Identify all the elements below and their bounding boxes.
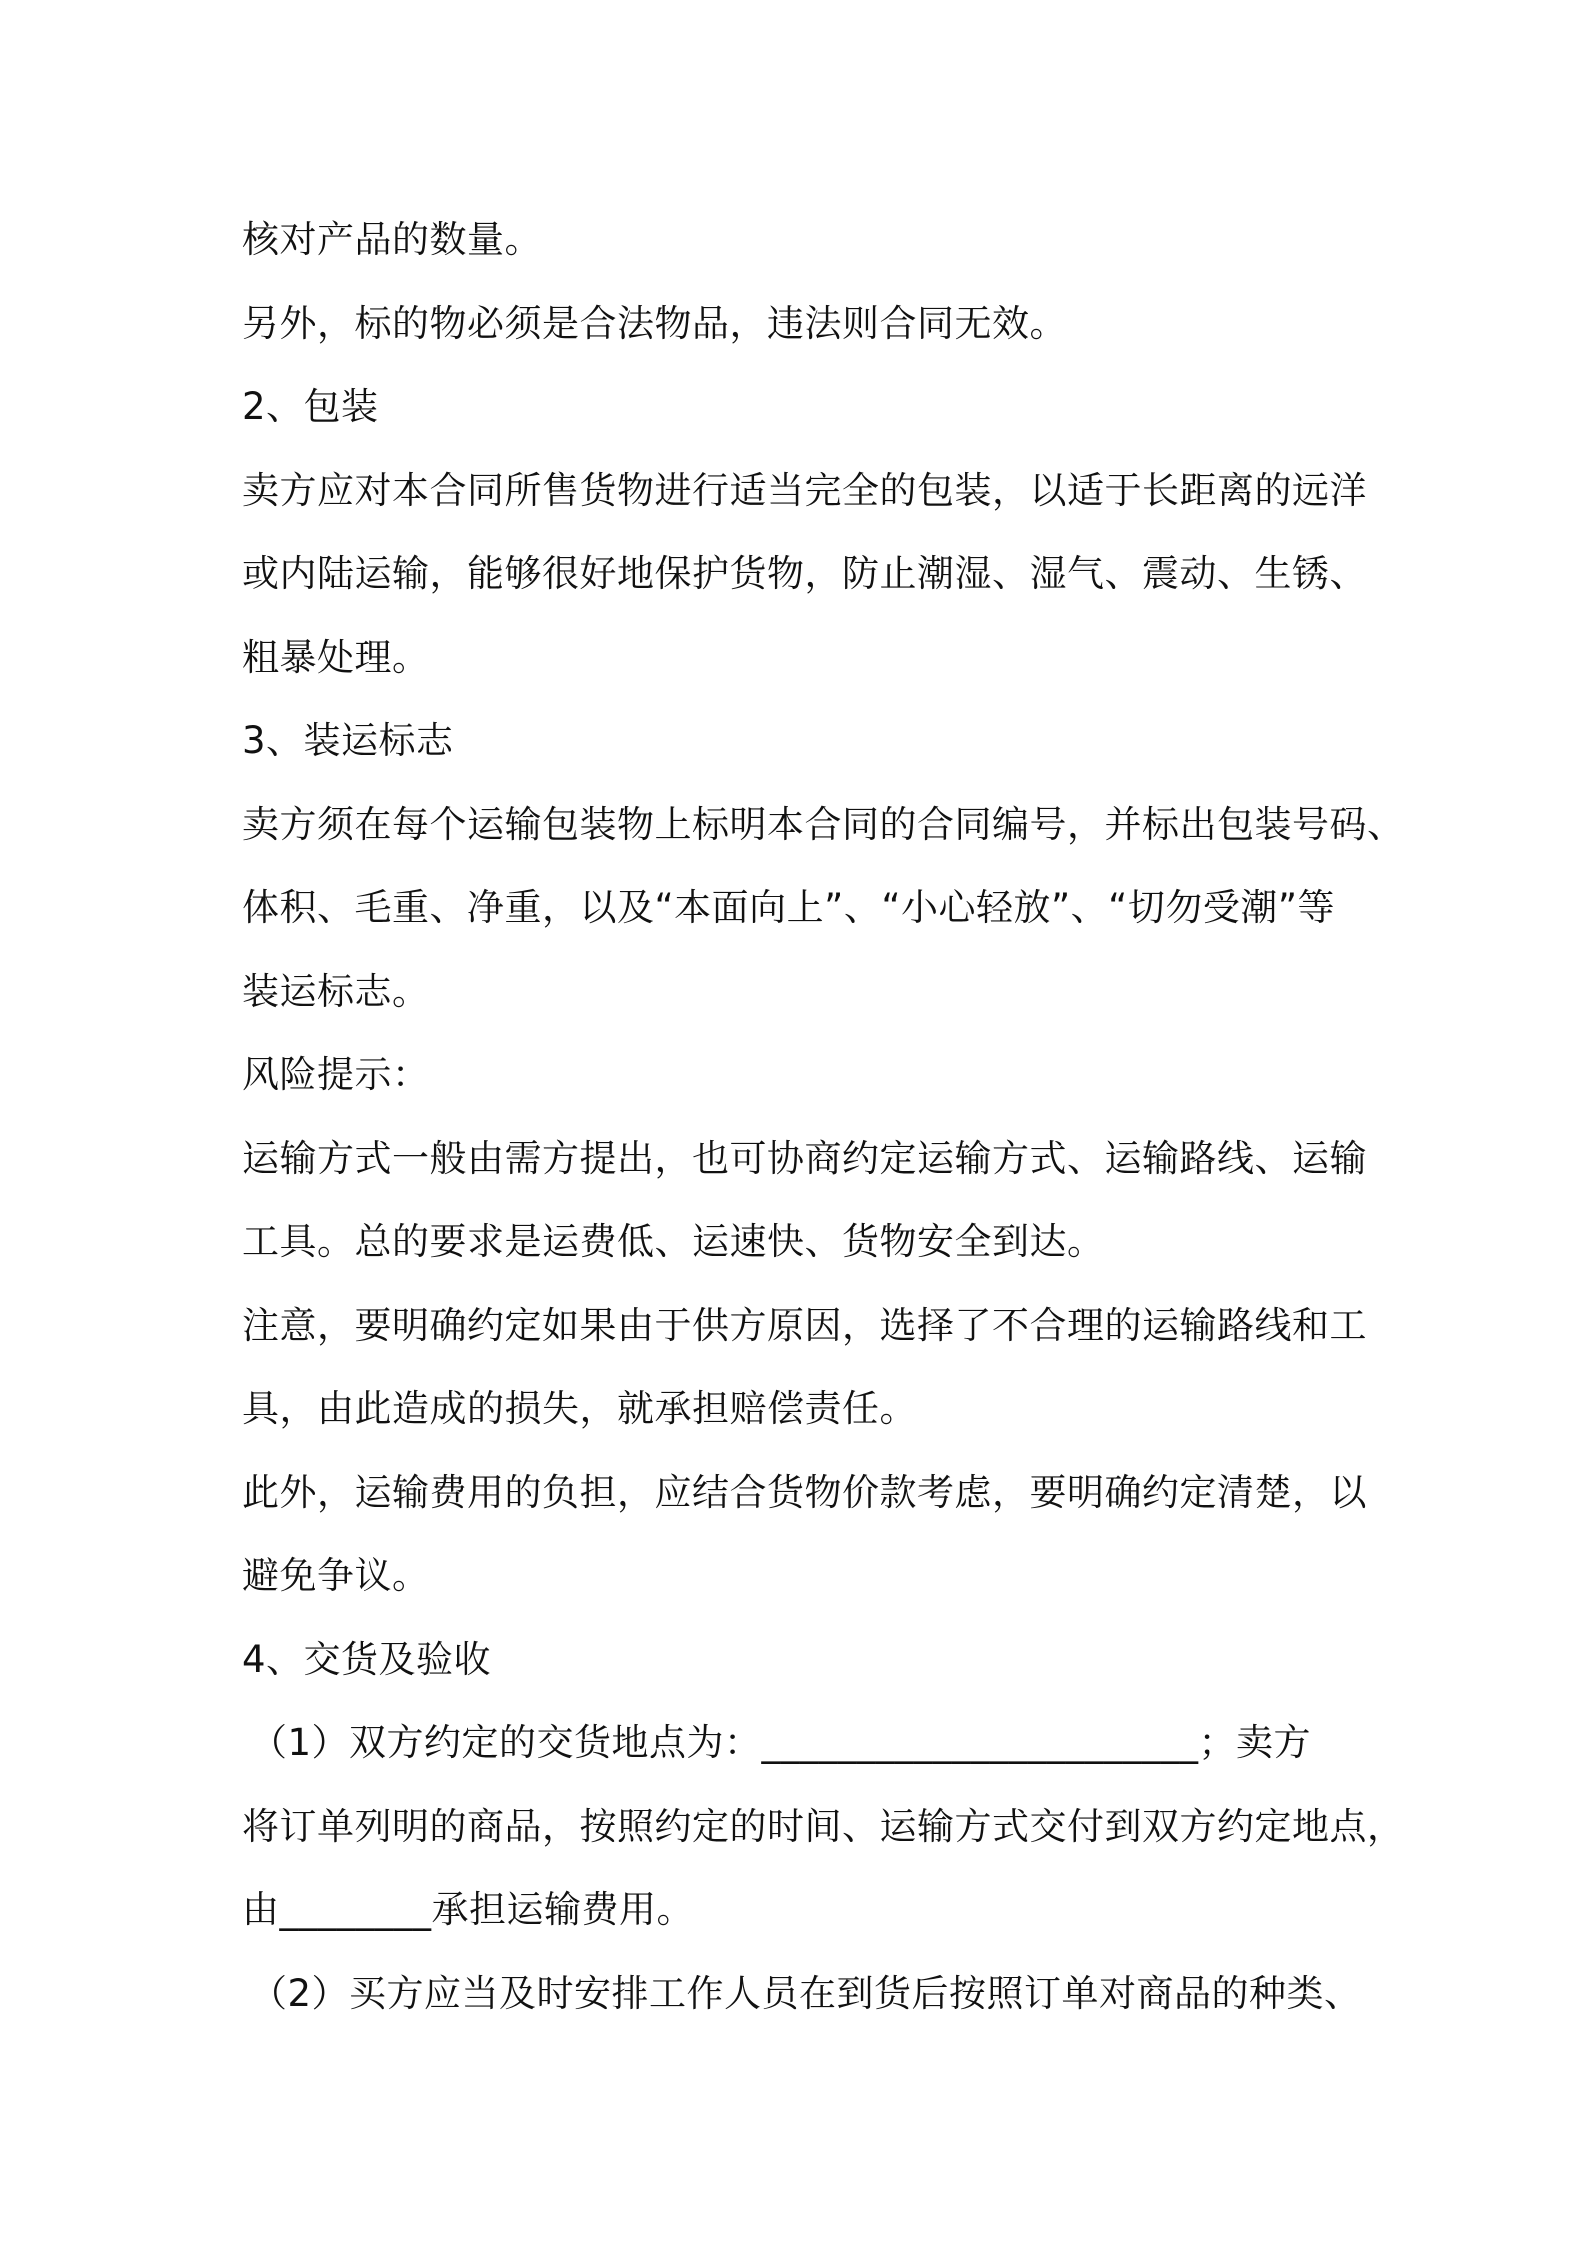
section-heading-delivery-acceptance: 4、交货及验收 [242, 1637, 492, 1681]
text-line: 工具。总的要求是运费低、运速快、货物安全到达。 [242, 1220, 1105, 1263]
text-line: 具，由此造成的损失，就承担赔偿责任。 [242, 1387, 917, 1430]
text-line: 另外，标的物必须是合法物品，违法则合同无效。 [242, 301, 1067, 345]
text-line: 将订单列明的商品，按照约定的时间、运输方式交付到双方约定地点， [242, 1804, 1405, 1848]
clause-1-line: （1）双方约定的交货地点为：_______________________；卖方 [250, 1721, 1312, 1764]
document-body [242, 198, 1405, 2035]
text-line: 由________承担运输费用。 [242, 1888, 694, 1931]
text-line: 运输方式一般由需方提出，也可协商约定运输方式、运输路线、运输 [242, 1136, 1367, 1180]
text-line: 卖方应对本合同所售货物进行适当完全的包装，以适于长距离的远洋 [242, 468, 1367, 512]
risk-notice-heading: 风险提示： [242, 1053, 430, 1096]
text-line: 或内陆运输，能够很好地保护货物，防止潮湿、湿气、震动、生锈、 [242, 552, 1367, 595]
text-line: 卖方须在每个运输包装物上标明本合同的合同编号，并标出包装号码、 [242, 802, 1405, 846]
text-line: 装运标志。 [242, 969, 430, 1013]
text-line: 粗暴处理。 [242, 635, 430, 679]
text-line: 此外，运输费用的负担，应结合货物价款考虑，要明确约定清楚，以 [242, 1470, 1367, 1514]
text-line: 体积、毛重、净重，以及“本面向上”、“小心轻放”、“切勿受潮”等 [242, 886, 1336, 929]
clause-2-line: （2）买方应当及时安排工作人员在到货后按照订单对商品的种类、 [250, 1971, 1362, 2015]
section-heading-packaging: 2、包装 [242, 385, 379, 428]
text-line: 避免争议。 [242, 1554, 430, 1597]
text-line: 核对产品的数量。 [242, 218, 542, 261]
section-heading-shipping-marks: 3、装运标志 [242, 719, 454, 762]
text-line: 注意，要明确约定如果由于供方原因，选择了不合理的运输路线和工 [242, 1303, 1367, 1347]
